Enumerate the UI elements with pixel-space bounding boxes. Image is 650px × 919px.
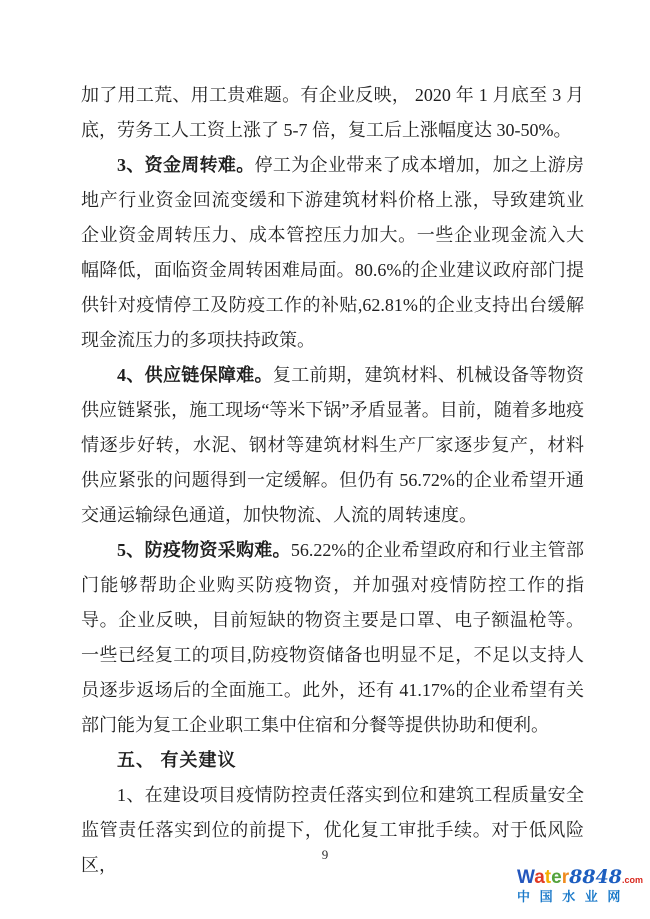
logo-number: 8848 xyxy=(569,866,622,888)
page-number: 9 xyxy=(321,847,329,862)
section-heading-suggestions xyxy=(81,743,584,778)
logo-domain-suffix: .com xyxy=(621,875,643,885)
logo-letter: t xyxy=(544,867,552,888)
document-body xyxy=(81,78,584,883)
logo-letter: r xyxy=(561,867,570,888)
water8848-logo xyxy=(517,868,643,903)
paragraph-lead: 4、供应链保障难。 xyxy=(117,365,273,385)
logo-letter: e xyxy=(551,867,562,888)
paragraph-4-supply-chain-difficulty xyxy=(81,358,584,533)
paragraph-suggestion-1 xyxy=(81,778,584,883)
paragraph-lead: 3、资金周转难。 xyxy=(117,155,255,175)
section-heading-text: 五、 有关建议 xyxy=(117,750,237,770)
logo-letter: a xyxy=(534,867,545,888)
paragraph-text: 停工为企业带来了成本增加，加之上游房地产行业资金回流变缓和下游建筑材料价格上涨，导致建筑业企业资金周转压力、成本管控压力加大。一些企业现金流入大幅降低，面临资金周转困难局面。80.6%的企业建议政府部门提供针对疫情停工及防疫工作的补贴,62.81%的企业支持出台缓解现金流压力的多项扶持政策。 xyxy=(81,155,585,350)
paragraph-continuation xyxy=(81,78,584,148)
paragraph-text: 加了用工荒、用工贵难题。有企业反映， 2020 年 1 月底至 3 月底，劳务工人工资上涨了 5-7 倍，复工后上涨幅度达 30-50%。 xyxy=(81,85,584,140)
paragraph-text: 复工前期，建筑材料、机械设备等物资供应链紧张，施工现场“等米下锅”矛盾显著。目前，随着多地疫情逐步好转，水泥、钢材等建筑材料生产厂家逐步复产，材料供应紧张的问题得到一定缓解。但仍有 56.72%的企业希望开通交通运输绿色通道，加快物流、人流的周转速度。 xyxy=(81,365,585,525)
paragraph-text: 1、在建设项目疫情防控责任落实到位和建筑工程质量安全监管责任落实到位的前提下，优化复工审批手续。对于低风险区， xyxy=(81,785,584,875)
paragraph-3-funding-difficulty xyxy=(81,148,584,358)
logo-letter: W xyxy=(516,867,535,888)
paragraph-5-epidemic-supplies-difficulty xyxy=(81,533,584,743)
logo-tagline: 中 国 水 业 网 xyxy=(516,889,624,904)
paragraph-text: 56.22%的企业希望政府和行业主管部门能够帮助企业购买防疫物资，并加强对疫情防控工作的指导。企业反映，目前短缺的物资主要是口罩、电子额温枪等。一些已经复工的项目,防疫物资储备也明显不足，不足以支持人员逐步返场后的全面施工。此外，还有 41.17%的企业希望有关部门能为复工企业职工集中住宿和分餐等提供协助和便利。 xyxy=(81,540,584,735)
paragraph-lead: 5、防疫物资采购难。 xyxy=(117,540,291,560)
logo-wordmark xyxy=(517,868,643,887)
